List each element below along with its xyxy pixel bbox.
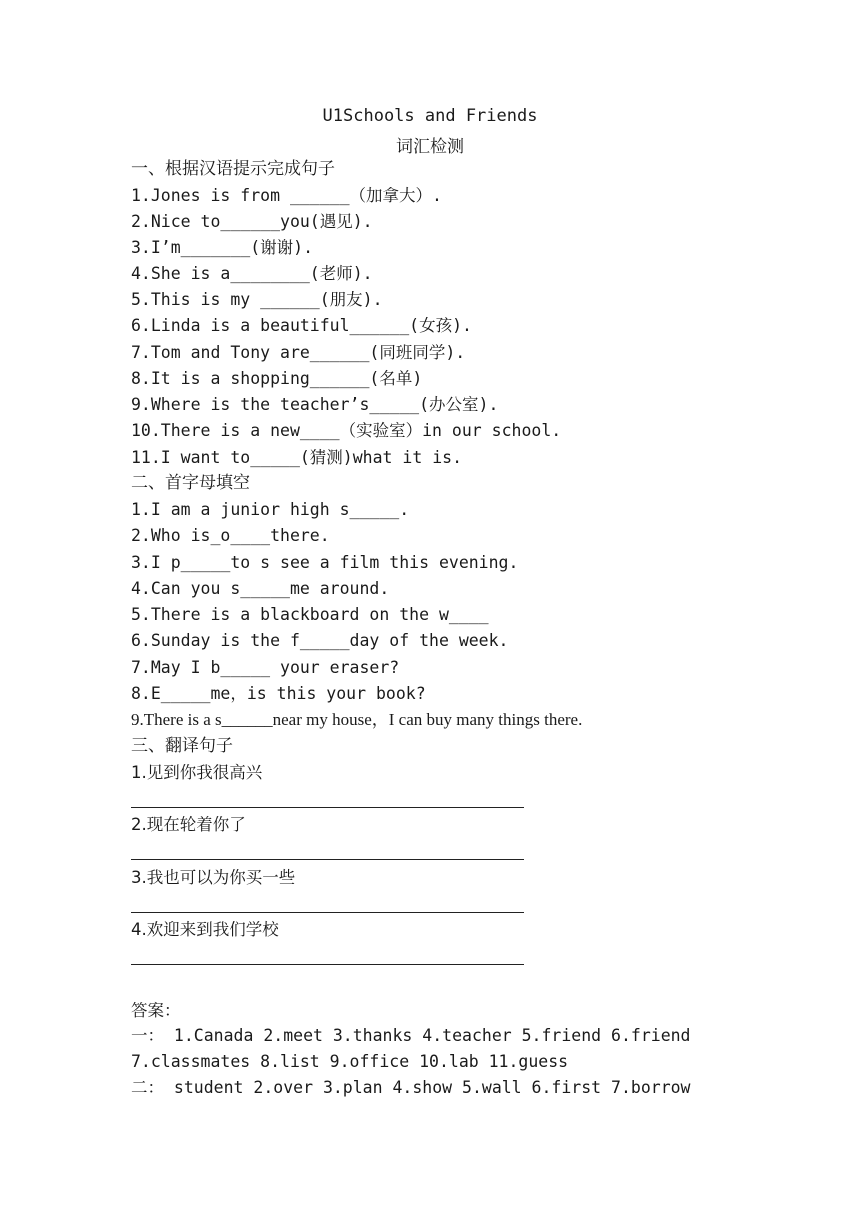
section3-item-4: 4.欢迎来到我们学校 <box>131 920 279 939</box>
section1-item-8: 8.It is a shopping______(名单) <box>131 369 423 388</box>
section2-item-1: 1.I am a junior high s_____. <box>131 500 410 519</box>
section1-item-7: 7.Tom and Tony are______(同班同学). <box>131 343 466 362</box>
page-subtitle: 词汇检测 <box>396 137 464 157</box>
section1-item-1: 1.Jones is from ______（加拿大）. <box>131 186 442 205</box>
section2-item-8: 8.E_____me，is this your book? <box>131 684 426 703</box>
answer-blank-line <box>131 859 524 860</box>
section1-item-4: 4.She is a________(老师). <box>131 264 373 283</box>
section3-item-1: 1.见到你我很高兴 <box>131 763 263 782</box>
answer-blank-line <box>131 807 524 808</box>
answers-label: 答案： <box>131 1001 181 1020</box>
answers-line-2: 7.classmates 8.list 9.office 10.lab 11.guess <box>131 1052 569 1071</box>
section2-item-2: 2.Who is_o____there. <box>131 526 330 545</box>
page-title: U1Schools and Friends <box>322 106 538 126</box>
section1-item-10: 10.There is a new____（实验室）in our school. <box>131 421 562 440</box>
section2-item-5: 5.There is a blackboard on the w____ <box>131 605 489 624</box>
section1-item-2: 2.Nice to______you(遇见). <box>131 212 373 231</box>
section1-heading: 一、根据汉语提示完成句子 <box>131 159 335 179</box>
section1-item-6: 6.Linda is a beautiful______(女孩). <box>131 316 472 335</box>
section1-item-9: 9.Where is the teacher’s_____(办公室). <box>131 395 499 414</box>
section2-item-3: 3.I p_____to s see a film this evening. <box>131 553 519 572</box>
section1-item-11: 11.I want to_____(猜测)what it is. <box>131 448 463 467</box>
section2-heading: 二、首字母填空 <box>131 473 250 493</box>
section1-item-3: 3.I’m_______(谢谢). <box>131 238 314 257</box>
answer-blank-line <box>131 964 524 965</box>
section2-item-4: 4.Can you s_____me around. <box>131 579 390 598</box>
section2-item-7: 7.May I b_____ your eraser? <box>131 658 400 677</box>
section2-item-6: 6.Sunday is the f_____day of the week. <box>131 631 509 650</box>
section1-item-5: 5.This is my ______(朋友). <box>131 290 383 309</box>
answers-line-3: 二： student 2.over 3.plan 4.show 5.wall 6.first 7.borrow <box>131 1078 691 1097</box>
section3-item-3: 3.我也可以为你买一些 <box>131 868 296 887</box>
section2-item-9: 9.There is a s______near my house，I can buy many things there. <box>131 710 583 729</box>
answer-blank-line <box>131 912 524 913</box>
section3-item-2: 2.现在轮着你了 <box>131 815 246 834</box>
answers-line-1: 一： 1.Canada 2.meet 3.thanks 4.teacher 5.friend 6.friend <box>131 1026 691 1045</box>
section3-heading: 三、翻译句子 <box>131 736 233 756</box>
